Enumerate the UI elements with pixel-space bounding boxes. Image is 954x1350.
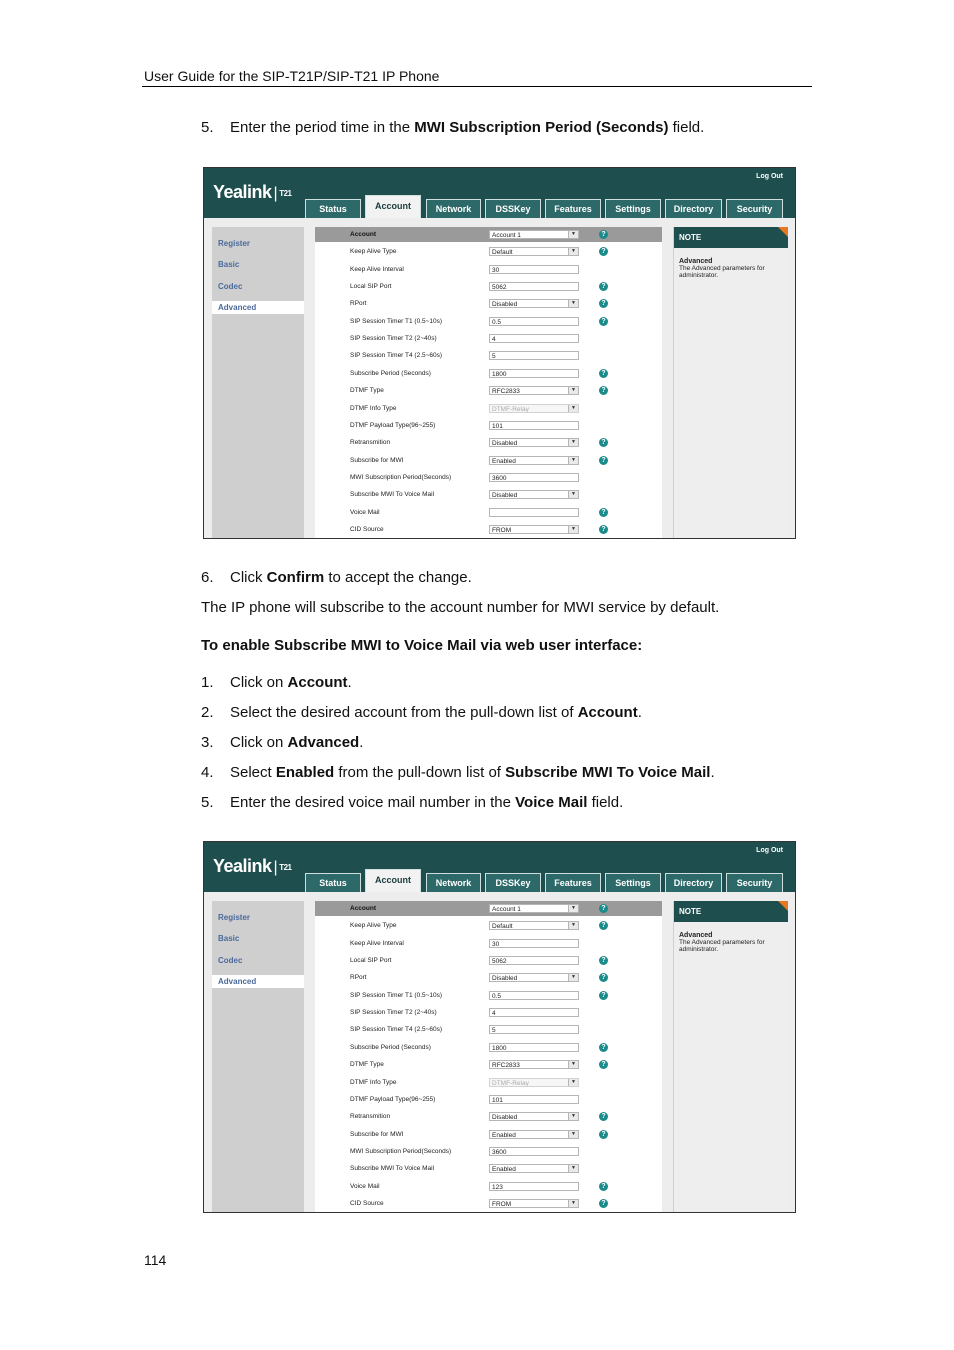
field-label: Voice Mail — [350, 508, 380, 516]
step-field-name: MWI Subscription Period (Seconds) — [414, 119, 669, 136]
chevron-down-icon: ▼ — [568, 457, 578, 464]
text-field[interactable]: 3600 — [489, 473, 579, 482]
step-text: . — [347, 674, 352, 691]
field-label: Account — [350, 231, 376, 238]
field-label: SIP Session Timer T1 (0.5~10s) — [350, 317, 443, 325]
text-field[interactable]: 30 — [489, 265, 579, 274]
help-icon[interactable]: ? — [599, 508, 608, 517]
logo-separator: | — [273, 859, 278, 876]
field-label: Local SIP Port — [350, 957, 392, 965]
field-label: CID Source — [350, 1199, 384, 1207]
sidebar-item-codec[interactable]: Codec — [218, 282, 243, 291]
text-field[interactable]: 5 — [489, 1025, 579, 1034]
step-text: Enter the desired voice mail number in the — [230, 794, 516, 811]
help-icon[interactable]: ? — [599, 1112, 608, 1121]
page-header-title: User Guide for the SIP-T21P/SIP-T21 IP Phone — [144, 68, 440, 84]
help-icon[interactable]: ? — [599, 386, 608, 395]
settings-form — [315, 227, 662, 538]
note-body: The Advanced parameters for administrator. — [679, 265, 765, 279]
select-field[interactable]: Disabled ▼ — [489, 438, 579, 447]
procedure-heading: To enable Subscribe MWI to Voice Mail via web user interface: — [201, 637, 643, 654]
help-icon[interactable]: ? — [599, 299, 608, 308]
page-number: 114 — [144, 1252, 167, 1268]
step-number: 6. — [201, 569, 214, 586]
step-number: 5. — [201, 119, 214, 136]
procedure-step-5 — [201, 794, 623, 812]
note-corner-icon — [778, 227, 788, 237]
text-field[interactable]: 101 — [489, 1095, 579, 1104]
tab-network[interactable]: Network — [426, 199, 481, 218]
chevron-down-icon: ▼ — [568, 387, 578, 394]
chevron-down-icon: ▼ — [568, 1113, 578, 1120]
help-icon[interactable]: ? — [599, 247, 608, 256]
text-field[interactable]: 3600 — [489, 1147, 579, 1156]
note-corner-icon — [778, 901, 788, 911]
tab-dsskey[interactable]: DSSKey — [485, 199, 541, 218]
field-label: DTMF Info Type — [350, 1078, 397, 1086]
step-number: 2. — [201, 704, 214, 721]
note-body: The Advanced parameters for administrator. — [679, 939, 765, 953]
select-field[interactable]: Disabled ▼ — [489, 973, 579, 982]
field-label: SIP Session Timer T4 (2.5~60s) — [350, 352, 443, 360]
step-number: 5. — [201, 794, 214, 811]
field-label: Subscribe MWI To Voice Mail — [350, 491, 435, 499]
step-text: Select the desired account from the pull-down list of — [230, 704, 578, 721]
step-text-end: to accept the change. — [324, 569, 472, 586]
tab-security[interactable]: Security — [726, 199, 783, 218]
procedure-step-2 — [201, 704, 642, 722]
procedure-step-1 — [201, 674, 352, 692]
chevron-down-icon: ▼ — [568, 1079, 578, 1086]
field-label: Retransmition — [350, 1113, 391, 1121]
step-number: 1. — [201, 674, 214, 691]
field-label: Keep Alive Type — [350, 248, 397, 256]
field-label: Subscribe for MWI — [350, 1130, 404, 1138]
step-number: 3. — [201, 734, 214, 751]
sidebar — [212, 227, 304, 538]
tab-status[interactable]: Status — [305, 873, 361, 892]
tab-directory[interactable]: Directory — [665, 873, 722, 892]
step-6-confirm — [201, 569, 472, 587]
web-ui-screenshot-1 — [203, 167, 796, 539]
step-5-period — [201, 119, 704, 137]
help-icon[interactable]: ? — [599, 456, 608, 465]
field-label: SIP Session Timer T4 (2.5~60s) — [350, 1026, 443, 1034]
field-label: Retransmition — [350, 439, 391, 447]
sidebar-item-register[interactable]: Register — [218, 913, 251, 922]
top-banner — [204, 168, 795, 218]
note-panel — [673, 901, 788, 1212]
help-icon[interactable]: ? — [599, 525, 608, 534]
text-field[interactable]: 4 — [489, 1008, 579, 1017]
logo-model: T21 — [279, 862, 292, 872]
chevron-down-icon: ▼ — [568, 905, 578, 912]
field-label: SIP Session Timer T2 (2~40s) — [350, 335, 437, 343]
select-field: DTMF-Relay ▼ — [489, 1078, 579, 1087]
chevron-down-icon: ▼ — [568, 922, 578, 929]
chevron-down-icon: ▼ — [568, 526, 578, 533]
field-label: Local SIP Port — [350, 283, 392, 291]
chevron-down-icon: ▼ — [568, 1131, 578, 1138]
select-field[interactable]: Enabled ▼ — [489, 1130, 579, 1139]
header-rule — [142, 86, 812, 87]
help-icon[interactable]: ? — [599, 904, 608, 913]
field-label: Subscribe Period (Seconds) — [350, 1043, 431, 1051]
tab-settings[interactable]: Settings — [605, 873, 661, 892]
tab-features[interactable]: Features — [545, 199, 601, 218]
step-text: Click on — [230, 734, 288, 751]
sidebar-item-codec[interactable]: Codec — [218, 956, 243, 965]
help-icon[interactable]: ? — [599, 1043, 608, 1052]
step-text: Select — [230, 764, 276, 781]
select-field[interactable]: RFC2833 ▼ — [489, 1060, 579, 1069]
top-banner — [204, 842, 795, 892]
sidebar-item-basic[interactable]: Basic — [218, 260, 240, 269]
step-text: . — [637, 704, 642, 721]
field-label: DTMF Type — [350, 387, 384, 395]
field-label: Keep Alive Type — [350, 922, 397, 930]
step-text-end: field. — [668, 119, 705, 136]
field-label: Keep Alive Interval — [350, 265, 404, 273]
select-field[interactable]: Disabled ▼ — [489, 1112, 579, 1121]
field-label: CID Source — [350, 525, 384, 533]
chevron-down-icon: ▼ — [568, 405, 578, 412]
sidebar-item-advanced[interactable]: Advanced — [218, 303, 257, 312]
step-text: Click — [230, 569, 267, 586]
step-ui-term: Subscribe MWI To Voice Mail — [505, 764, 711, 781]
field-label: MWI Subscription Period(Seconds) — [350, 1147, 452, 1155]
select-field[interactable]: Account 1 ▼ — [489, 230, 579, 239]
select-field[interactable]: Disabled ▼ — [489, 299, 579, 308]
step-ui-term: Voice Mail — [515, 794, 588, 811]
logout-link[interactable]: Log Out — [756, 173, 783, 180]
text-field[interactable]: 101 — [489, 421, 579, 430]
field-label: RPort — [350, 974, 367, 982]
field-label: DTMF Type — [350, 1061, 384, 1069]
chevron-down-icon: ▼ — [568, 1200, 578, 1207]
select-field[interactable]: Default ▼ — [489, 921, 579, 930]
help-icon[interactable]: ? — [599, 317, 608, 326]
step-text: Click on — [230, 674, 288, 691]
field-label: RPort — [350, 300, 367, 308]
select-field[interactable]: FROM ▼ — [489, 1199, 579, 1208]
chevron-down-icon: ▼ — [568, 231, 578, 238]
sidebar — [212, 901, 304, 1212]
chevron-down-icon: ▼ — [568, 1165, 578, 1172]
select-field[interactable]: Account 1 ▼ — [489, 904, 579, 913]
text-field[interactable]: 0.5 — [489, 991, 579, 1000]
yealink-logo — [213, 182, 292, 203]
text-field[interactable]: 123 — [489, 1182, 579, 1191]
step-ui-term: Enabled — [275, 764, 335, 781]
field-label: Subscribe MWI To Voice Mail — [350, 1165, 435, 1173]
step-text: . — [359, 734, 364, 751]
text-field[interactable]: 1800 — [489, 369, 579, 378]
select-field: DTMF-Relay ▼ — [489, 404, 579, 413]
step-text: Enter the period time in the — [230, 119, 415, 136]
help-icon[interactable]: ? — [599, 230, 608, 239]
help-icon[interactable]: ? — [599, 1130, 608, 1139]
step-ui-term: Advanced — [287, 734, 360, 751]
step-ui-term: Account — [287, 674, 348, 691]
field-label: Subscribe Period (Seconds) — [350, 369, 431, 377]
help-icon[interactable]: ? — [599, 369, 608, 378]
tab-network[interactable]: Network — [426, 873, 481, 892]
note-title: Advanced — [679, 932, 713, 939]
text-field[interactable]: 4 — [489, 334, 579, 343]
help-icon[interactable]: ? — [599, 956, 608, 965]
select-field[interactable]: FROM ▼ — [489, 525, 579, 534]
select-field[interactable]: Disabled ▼ — [489, 490, 579, 499]
note-title: Advanced — [679, 258, 713, 265]
tab-directory[interactable]: Directory — [665, 199, 722, 218]
settings-form — [315, 901, 662, 1212]
field-label: DTMF Payload Type(96~255) — [350, 421, 436, 429]
text-field[interactable]: 5062 — [489, 282, 579, 291]
yealink-logo — [213, 856, 292, 877]
help-icon[interactable]: ? — [599, 1060, 608, 1069]
help-icon[interactable]: ? — [599, 921, 608, 930]
sidebar-item-basic[interactable]: Basic — [218, 934, 240, 943]
note-header: NOTE — [674, 227, 788, 248]
text-field[interactable] — [489, 508, 579, 517]
field-label: Subscribe for MWI — [350, 456, 404, 464]
logo-wordmark: Yealink — [213, 856, 272, 876]
sidebar-item-advanced[interactable]: Advanced — [218, 977, 257, 986]
help-icon[interactable]: ? — [599, 1199, 608, 1208]
chevron-down-icon: ▼ — [568, 300, 578, 307]
text-field[interactable]: 1800 — [489, 1043, 579, 1052]
chevron-down-icon: ▼ — [568, 974, 578, 981]
help-icon[interactable]: ? — [599, 438, 608, 447]
help-icon[interactable]: ? — [599, 1182, 608, 1191]
field-label: Account — [350, 905, 376, 912]
step-ui-term: Account — [577, 704, 638, 721]
text-field[interactable]: 30 — [489, 939, 579, 948]
tab-settings[interactable]: Settings — [605, 199, 661, 218]
tab-features[interactable]: Features — [545, 873, 601, 892]
field-label: Voice Mail — [350, 1182, 380, 1190]
step-number: 4. — [201, 764, 214, 781]
body-paragraph: The IP phone will subscribe to the account number for MWI service by default. — [201, 599, 720, 616]
procedure-step-3 — [201, 734, 363, 752]
logout-link[interactable]: Log Out — [756, 847, 783, 854]
help-icon[interactable]: ? — [599, 991, 608, 1000]
sidebar-item-register[interactable]: Register — [218, 239, 251, 248]
confirm-label: Confirm — [266, 569, 325, 586]
procedure-step-4 — [201, 764, 715, 782]
help-icon[interactable]: ? — [599, 282, 608, 291]
web-ui-screenshot-2 — [203, 841, 796, 1213]
tab-account[interactable]: Account — [365, 195, 421, 218]
note-panel — [673, 227, 788, 538]
field-label: Keep Alive Interval — [350, 939, 404, 947]
step-text: from the pull-down list of — [334, 764, 506, 781]
chevron-down-icon: ▼ — [568, 248, 578, 255]
chevron-down-icon: ▼ — [568, 439, 578, 446]
text-field[interactable]: 5 — [489, 351, 579, 360]
note-header: NOTE — [674, 901, 788, 922]
chevron-down-icon: ▼ — [568, 1061, 578, 1068]
chevron-down-icon: ▼ — [568, 491, 578, 498]
field-label: SIP Session Timer T2 (2~40s) — [350, 1009, 437, 1017]
step-text: field. — [587, 794, 624, 811]
select-field[interactable]: RFC2833 ▼ — [489, 386, 579, 395]
field-label: DTMF Payload Type(96~255) — [350, 1095, 436, 1103]
logo-wordmark: Yealink — [213, 182, 272, 202]
select-field[interactable]: Enabled ▼ — [489, 1164, 579, 1173]
step-text: . — [710, 764, 715, 781]
field-label: DTMF Info Type — [350, 404, 397, 412]
tab-dsskey[interactable]: DSSKey — [485, 873, 541, 892]
tab-security[interactable]: Security — [726, 873, 783, 892]
text-field[interactable]: 5062 — [489, 956, 579, 965]
help-icon[interactable]: ? — [599, 973, 608, 982]
field-label: SIP Session Timer T1 (0.5~10s) — [350, 991, 443, 999]
logo-separator: | — [273, 185, 278, 202]
tab-account[interactable]: Account — [365, 869, 421, 892]
tab-status[interactable]: Status — [305, 199, 361, 218]
text-field[interactable]: 0.5 — [489, 317, 579, 326]
field-label: MWI Subscription Period(Seconds) — [350, 473, 452, 481]
select-field[interactable]: Enabled ▼ — [489, 456, 579, 465]
select-field[interactable]: Default ▼ — [489, 247, 579, 256]
logo-model: T21 — [279, 188, 292, 198]
